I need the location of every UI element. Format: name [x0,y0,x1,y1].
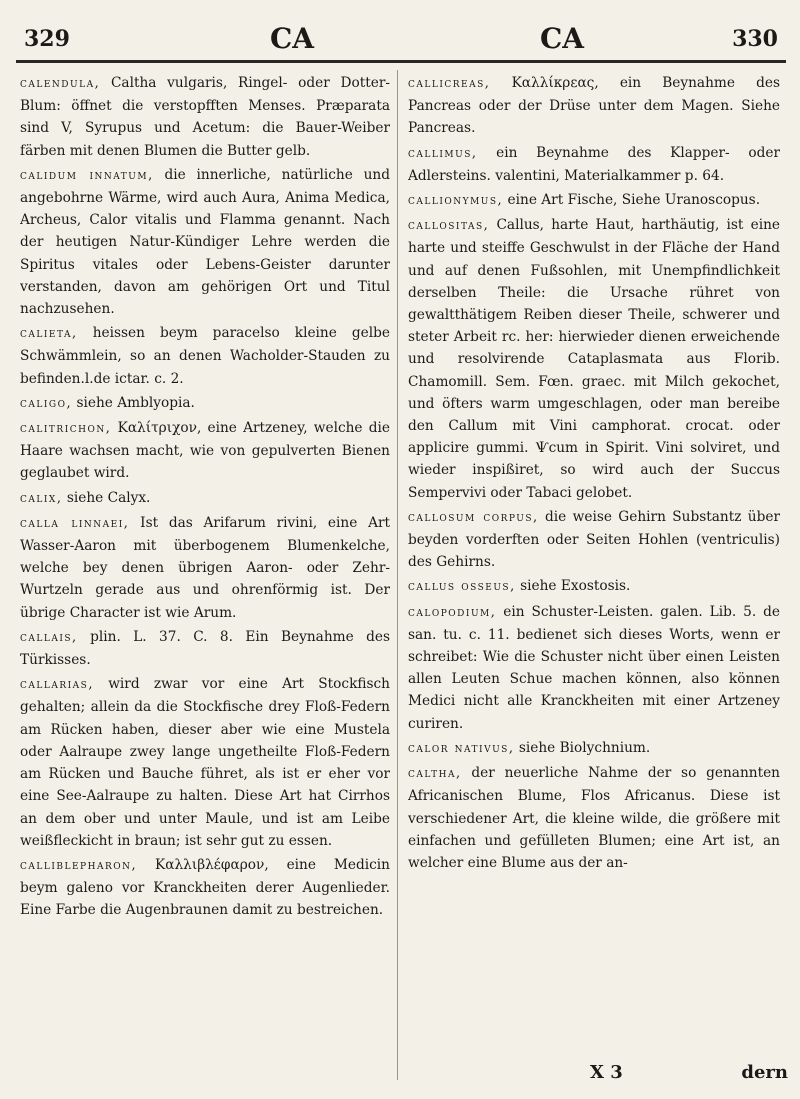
entry-text: die innerliche, natürliche und angebohrne Wärme, wird auch Aura, Anima Medica, Archeus, Calor vitalis und Flamma genannt. Nach der heutigen Natur-Kündiger Lehre werden die Spiritus vitales oder Lebens-Geister darunter verstanden, davon am gehörigen Ort und Titul nachzusehen. [20,166,390,318]
column-divider [397,70,398,1080]
dictionary-entry [20,392,390,415]
entry-lemma: callicreas, [408,76,491,91]
guide-word-left: CA [270,22,315,55]
entry-text: wird zwar vor eine Art Stockfisch gehalten; allein da die Stockfische drey Floß-Federn am Rücken haben, dieser aber wie eine Mustela oder Aalraupe zwey lange ungetheilte Floß-Federn am Rücken und Bauche führet, als ist er eher vor eine See-Aalraupe zu halten. Diese Art hat Cirrhos an dem ober und unter Maule, und ist am Leibe weißfleckicht in braun; ist sehr gut zu essen. [20,676,390,849]
entry-text: siehe Amblyopia. [76,394,195,411]
entry-text: Ist das Arifarum rivini, eine Art Wasser-Aaron mit überbogenem Blumenkelche, welche bey denen übrigen Aaron- oder Zehr-Wurtzeln gerade aus und ohrenförmig ist. Der übrige Character ist wie Arum. [20,514,390,621]
entry-text: heissen beym paracelso kleine gelbe Schwämmlein, so an denen Wacholder-Stauden zu befinden.l.de ictar. c. 2. [20,325,390,387]
entry-text: ein Schuster-Leisten. galen. Lib. 5. de san. tu. c. 11. bedienet sich dieses Worts, wenn er schreibet: Wie die Schuster nicht über einen Leisten allen Leuten Schue machen können, also können Medici nicht alle Kranckheiten mit einer Artzeney curiren. [408,603,780,732]
dictionary-entry [408,72,780,140]
entry-text: die weise Gehirn Substantz über beyden vorderften oder Seiten Hohlen (ventriculis) des Gehirns. [408,508,780,571]
entry-text: eine Art Fische, Siehe Uranoscopus. [507,192,761,209]
entry-text: Καλλιβλέφαρον, eine Medicin beym galeno vor Kranckheiten derer Augenlieder. Eine Farbe die Augenbraunen damit zu bestreichen. [20,856,390,919]
entry-lemma: caligo, [20,395,73,411]
page-number-right: 330 [732,26,778,52]
entry-text: Callus, harte Haut, harthäutig, ist eine harte und steiffe Geschwulst in der Fläche der Hand und auf denen Fußsohlen, mit Unempfindlichkeit derselben Theile: die Ursache rühret von gewaltthätigem Reiben dieser Theile, schwerer und steter Arbeit rc. her: hierwieder dienen erweichende und resolvirende Cataplasmata aus Florib. Chamomill. Sem. Fœn. graec. mit Milch gekochet, und öfters warm umgeschlagen, oder man bereibe den Callum mit Vini camphorat. crocat. oder applicire gummi. Ѱcum in Spirit. Vini solviret, und wieder inspißiret, so wird auch der Succus Sempervivi oder Tabaci gelobet. [408,217,780,501]
entry-lemma: calix, [20,490,63,506]
dictionary-entry [20,487,390,510]
entry-lemma: calliblepharon, [20,857,138,873]
entry-text: siehe Exostosis. [520,578,631,595]
dictionary-entry [408,575,780,598]
dictionary-entry [408,762,780,874]
entry-lemma: callarias, [20,677,94,693]
dictionary-entry [408,506,780,574]
guide-word-right: CA [540,22,585,55]
entry-lemma: calieta, [20,326,78,342]
running-header [20,22,784,58]
entry-lemma: caltha, [408,766,462,782]
entry-text: siehe Calyx. [66,489,151,506]
entry-lemma: callionymus, [408,193,504,209]
right-column [408,72,780,1089]
dictionary-entry [20,673,390,852]
dictionary-entry [20,626,390,671]
dictionary-entry [408,189,780,212]
page-number-left: 329 [24,26,70,52]
entry-lemma: callosum corpus, [408,509,539,525]
dictionary-entry [20,512,390,624]
entry-text: siehe Biolychnium. [518,739,651,756]
entry-text: plin. L. 37. C. 8. Ein Beynahme des Türkisses. [20,628,390,669]
left-column [20,72,390,1089]
header-rule [16,60,786,63]
entry-lemma: calidum innatum, [20,167,154,183]
entry-text: ein Beynahme des Klapper- oder Adlersteins. valentini, Materialkammer p. 64. [408,144,780,184]
entry-text: Caltha vulgaris, Ringel- oder Dotter-Blum: öffnet die verstopfften Menses. Præparata sind V, Syrupus und Acetum: die Bauer-Weiber färben mit denen Blumen die Butter gelb. [20,75,390,159]
entry-lemma: calendula, [20,76,101,91]
entry-lemma: calor nativus, [408,740,515,756]
catchword: dern [741,1062,788,1083]
entry-lemma: calitrichon, [20,421,112,437]
dictionary-entry [408,142,780,187]
signature-mark: X 3 [590,1062,623,1083]
dictionary-entry [408,737,780,760]
dictionary-entry [408,214,780,504]
entry-lemma: callus osseus, [408,579,516,595]
dictionary-entry [20,854,390,922]
entry-text: Καλλίκρεας, ein Beynahme des Pancreas oder der Drüse unter dem Magen. Siehe Pancreas. [408,75,780,137]
dictionary-entry [20,322,390,390]
entry-lemma: callositas, [408,218,490,234]
dictionary-entry [20,164,390,320]
dictionary-entry [20,72,390,162]
entry-lemma: calopodium, [408,604,497,620]
entry-lemma: callimus, [408,145,478,161]
entry-text: Καλίτριχον, eine Artzeney, welche die Haare wachsen macht, wie von gepulverten Bienen geglaubet wird. [20,420,390,482]
entry-lemma: callais, [20,629,78,645]
entry-lemma: calla linnaei, [20,515,130,531]
entry-text: der neuerliche Nahme der so genannten Africanischen Blume, Flos Africanus. Diese ist verschiedener Art, die kleine wilde, die größere mit einfachen und gefülleten Blumen; eine Art ist, an welcher eine Blume aus der an- [408,765,780,871]
dictionary-entry [408,601,780,735]
dictionary-entry [20,417,390,485]
